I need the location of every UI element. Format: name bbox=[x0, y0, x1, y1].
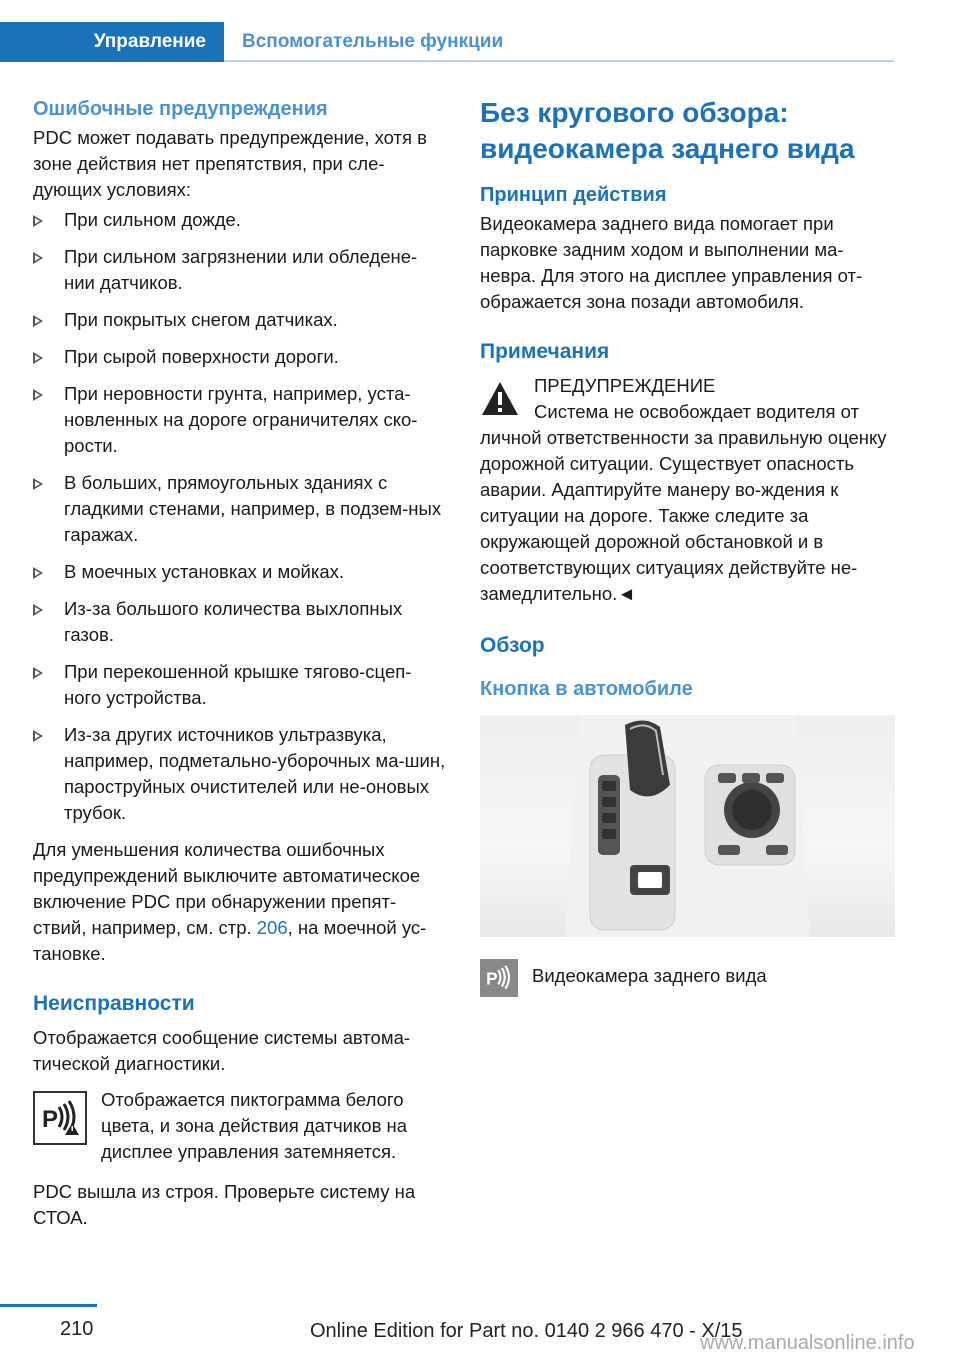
page-header bbox=[0, 0, 960, 64]
false-warnings-intro: PDC может подавать предупреждение, хотя в зоне действия нет препятствия, при сле-дующих условиях: bbox=[33, 127, 427, 200]
right-column bbox=[480, 95, 895, 997]
triangle-bullet-icon bbox=[33, 478, 43, 490]
warning-label: ПРЕДУПРЕЖДЕНИЕ bbox=[534, 375, 716, 396]
list-item bbox=[33, 207, 448, 244]
triangle-bullet-icon bbox=[33, 352, 43, 364]
list-item-text: При сильном загрязнении или обледене-нии датчиков. bbox=[64, 246, 418, 293]
triangle-bullet-icon bbox=[33, 389, 43, 401]
principle-heading: Принцип действия bbox=[480, 184, 667, 206]
camera-caption-text: Видеокамера заднего вида bbox=[532, 965, 767, 986]
triangle-bullet-icon bbox=[33, 667, 43, 679]
list-item-text: При сильном дожде. bbox=[64, 209, 241, 230]
pdc-out-of-order-text: PDC вышла из строя. Проверьте систему на СТОА. bbox=[33, 1181, 416, 1228]
header-divider bbox=[224, 60, 894, 62]
warning-block bbox=[480, 373, 895, 425]
warning-triangle-icon bbox=[480, 379, 520, 419]
warning-text-first: Система не освобождает водителя от bbox=[534, 401, 860, 422]
camera-button-icon bbox=[480, 959, 518, 997]
svg-text:P: P bbox=[486, 968, 498, 989]
rear-camera-title: Без кругового обзора: видеокамера заднего вида bbox=[480, 97, 855, 164]
overview-heading: Обзор bbox=[480, 634, 545, 657]
list-item-text: Из-за других источников ультразвука, например, подметально-уборочных ма-шин, пароструйных очистителей или не-оновых трубок. bbox=[64, 724, 446, 823]
pdc-icon-description: Отображается пиктограмма белого цвета, и зона действия датчиков на дисплее управления затемняется. bbox=[101, 1089, 408, 1162]
left-column bbox=[33, 95, 448, 1231]
warning-text: личной ответственности за правильную оценку дорожной ситуации. Существует опасность аварии. Адаптируйте манеру во-ждения к ситуации на дороге. Также следите за окружающей дорожной обстановкой и в соответствующих ситуациях действуйте не-замедлительно.◄ bbox=[480, 427, 887, 604]
conditions-list bbox=[33, 207, 448, 837]
list-item-text: В моечных установках и мойках. bbox=[64, 561, 345, 582]
false-warnings-heading: Ошибочные предупреждения bbox=[33, 98, 328, 120]
tab-controls[interactable]: Управление bbox=[0, 22, 224, 62]
list-item bbox=[33, 659, 448, 722]
list-item bbox=[33, 559, 448, 596]
list-item bbox=[33, 470, 448, 559]
edition-line: Online Edition for Part no. 0140 2 966 470 - X/15 bbox=[310, 1320, 743, 1342]
list-item-text: При перекошенной крышке тягово-сцеп-ного устройства. bbox=[64, 661, 412, 708]
list-item bbox=[33, 596, 448, 659]
malfunction-heading: Неисправности bbox=[33, 992, 195, 1015]
list-item bbox=[33, 344, 448, 381]
malfunction-text: Отображается сообщение системы автома-тической диагностики. bbox=[33, 1027, 411, 1074]
reduce-text-start: Для уменьшения количества ошибочных предупреждений выключите автоматическое включение PDC при обнаружении препят-ствий, например, см. стр. bbox=[33, 839, 421, 938]
list-item-text: При неровности грунта, например, уста-новленных на дороге ограничителях ско-рости. bbox=[64, 383, 418, 456]
list-item-text: При сырой поверхности дороги. bbox=[64, 346, 339, 367]
center-console-photo bbox=[480, 715, 895, 937]
list-item bbox=[33, 381, 448, 470]
list-item-text: При покрытых снегом датчиках. bbox=[64, 309, 338, 330]
list-item bbox=[33, 307, 448, 344]
triangle-bullet-icon bbox=[33, 252, 43, 264]
list-item bbox=[33, 244, 448, 307]
triangle-bullet-icon bbox=[33, 315, 43, 327]
svg-text:P: P bbox=[42, 1106, 59, 1133]
camera-button-caption bbox=[480, 955, 895, 997]
page-206-link[interactable]: 206 bbox=[256, 917, 288, 938]
triangle-bullet-icon bbox=[33, 215, 43, 227]
notes-heading: Примечания bbox=[480, 340, 610, 363]
footer-divider bbox=[0, 1304, 97, 1307]
watermark: www.manualsonline.info bbox=[700, 1332, 915, 1354]
button-in-car-heading: Кнопка в автомобиле bbox=[480, 678, 693, 700]
triangle-bullet-icon bbox=[33, 604, 43, 616]
pdc-sensor-icon bbox=[33, 1091, 87, 1145]
tab-driver-assistance[interactable]: Вспомогательные функции bbox=[242, 31, 504, 52]
list-item-text: В больших, прямоугольных зданиях с гладкими стенами, например, в подзем-ных гаражах. bbox=[64, 472, 442, 545]
triangle-bullet-icon bbox=[33, 567, 43, 579]
principle-text: Видеокамера заднего вида помогает при парковке задним ходом и выполнении ма-невра. Для этого на дисплее управления от-ображается зона позади автомобиля. bbox=[480, 213, 863, 312]
reduce-text-end: , на моечной ус-тановке. bbox=[33, 917, 427, 964]
list-item-text: Из-за большого количества выхлопных газов. bbox=[64, 598, 403, 645]
list-item bbox=[33, 722, 448, 837]
pdc-icon-note bbox=[33, 1087, 448, 1165]
page-number: 210 bbox=[60, 1318, 94, 1340]
reduce-warnings-text bbox=[33, 837, 448, 967]
triangle-bullet-icon bbox=[33, 730, 43, 742]
